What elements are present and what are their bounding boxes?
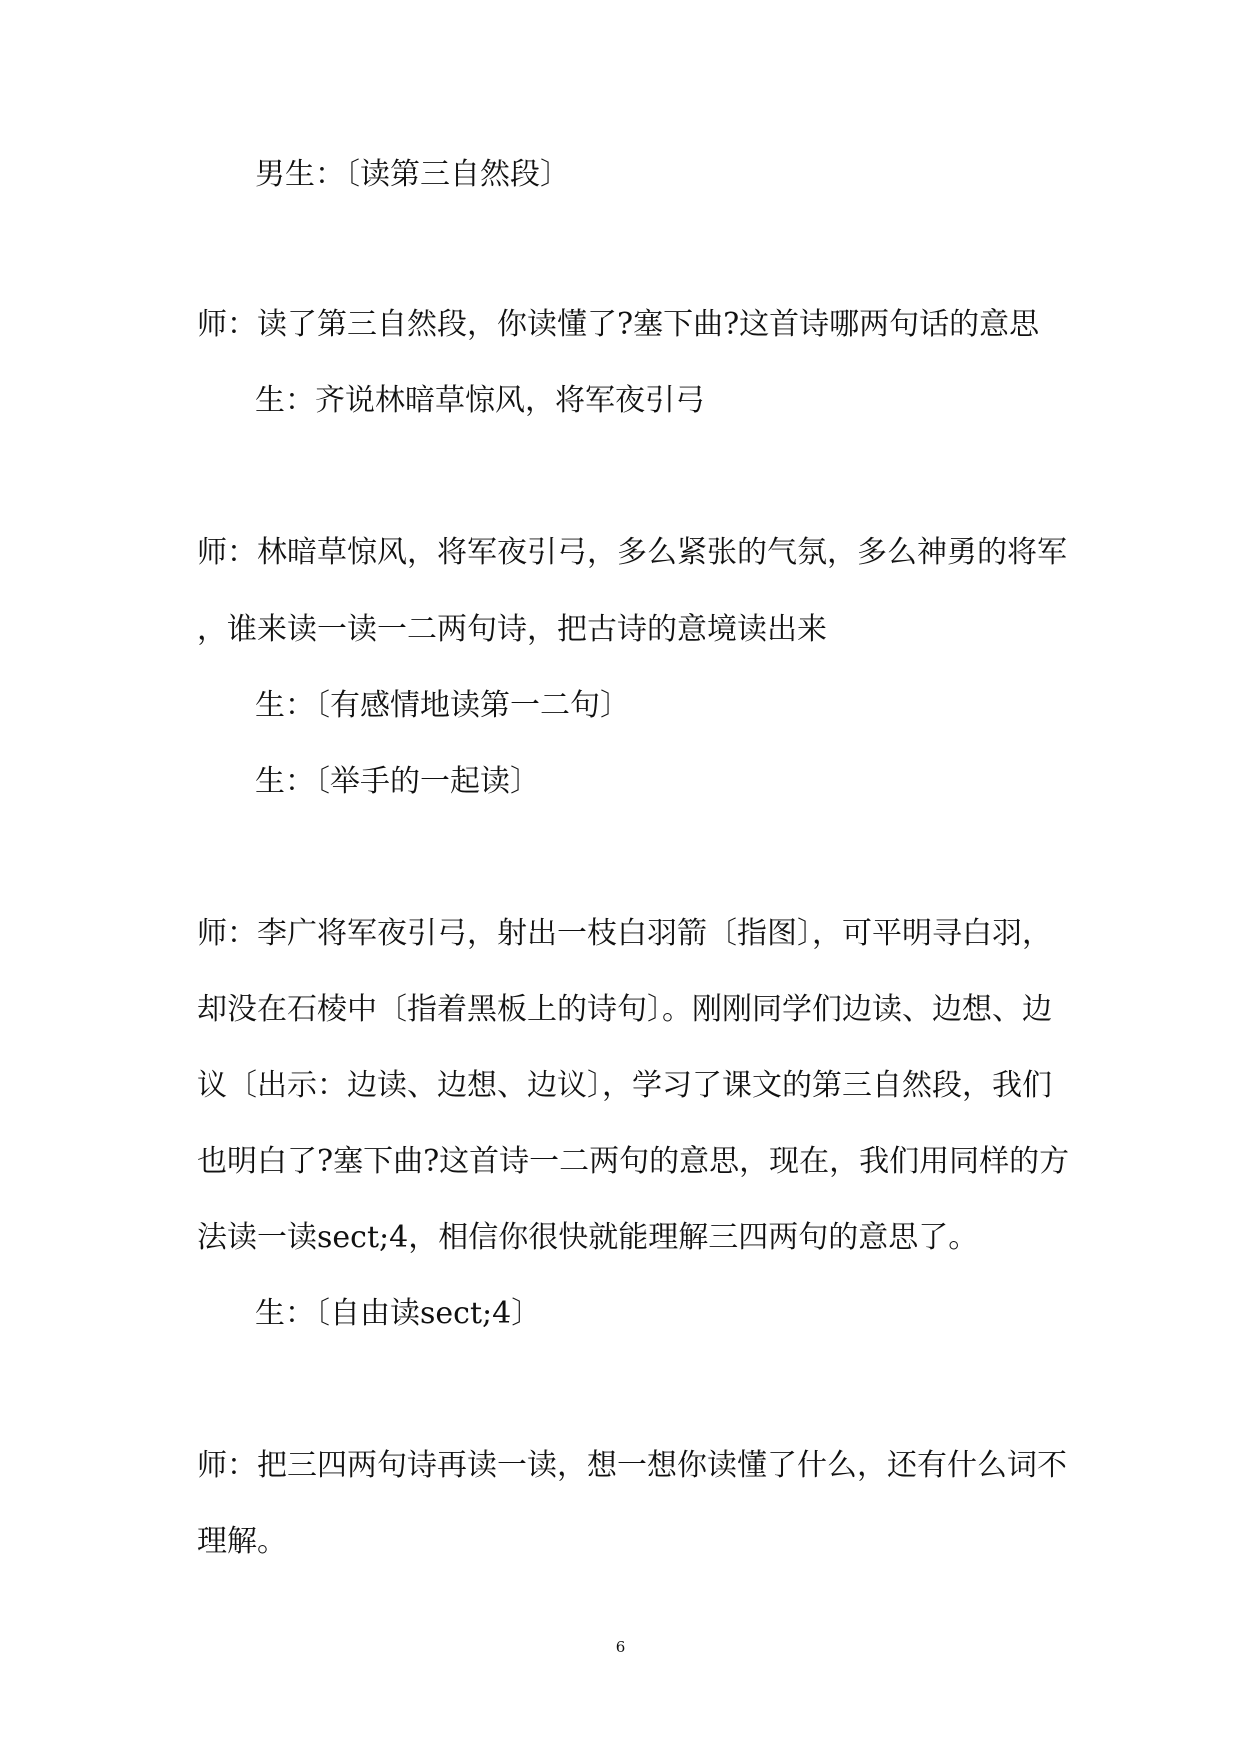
- text-line: 生：齐说林暗草惊风，将军夜引弓: [255, 383, 705, 418]
- text-line: 师：李广将军夜引弓，射出一枝白羽箭〔指图〕，可平明寻白羽，: [197, 916, 1052, 951]
- page-number: 6: [615, 1638, 626, 1656]
- text-line: ，谁来读一读一二两句诗，把古诗的意境读出来: [197, 612, 827, 647]
- text-line: 生：〔举手的一起读〕: [255, 764, 540, 799]
- text-line: 生：〔自由读sect;4〕: [255, 1296, 542, 1331]
- text-line: 理解。: [197, 1524, 287, 1559]
- text-line: 师：读了第三自然段，你读懂了?塞下曲?这首诗哪两句话的意思: [197, 307, 1040, 342]
- text-line: 生：〔有感情地读第一二句〕: [255, 688, 630, 723]
- text-line: 师：把三四两句诗再读一读，想一想你读懂了什么，还有什么词不: [197, 1448, 1067, 1483]
- text-line: 议〔出示：边读、边想、边议〕，学习了课文的第三自然段，我们: [197, 1068, 1052, 1103]
- text-line: 也明白了?塞下曲?这首诗一二两句的意思，现在，我们用同样的方: [197, 1144, 1070, 1179]
- text-line: 却没在石棱中〔指着黑板上的诗句〕。刚刚同学们边读、边想、边: [197, 992, 1052, 1027]
- text-line: 男生：〔读第三自然段〕: [255, 157, 570, 192]
- text-line: 法读一读sect;4，相信你很快就能理解三四两句的意思了。: [197, 1220, 979, 1255]
- text-line: 师：林暗草惊风，将军夜引弓，多么紧张的气氛，多么神勇的将军: [197, 535, 1067, 570]
